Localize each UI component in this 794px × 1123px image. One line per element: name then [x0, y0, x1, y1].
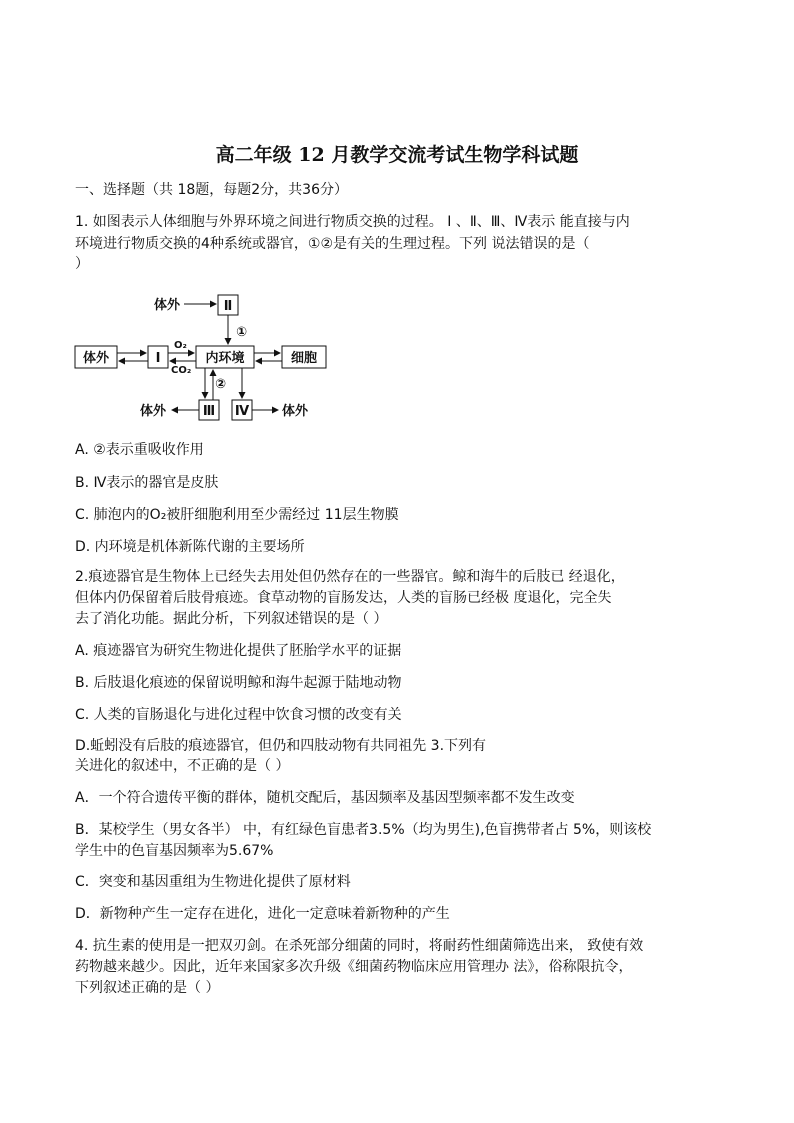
diagram-label-co2: CO₂ [171, 365, 192, 376]
q1-stem-line: ） [75, 256, 89, 272]
q1-stem-line: 1. 如图表示人体细胞与外界环境之间进行物质交换的过程。 Ⅰ 、Ⅱ、Ⅲ、Ⅳ表示 能直接与内 [75, 214, 630, 230]
diagram-label-iv: Ⅳ [234, 404, 250, 419]
q3-option-a: A．一个符合遗传平衡的群体，随机交配后，基因频率及基因型频率都不发生改变 [75, 790, 575, 806]
diagram-label-ii: Ⅱ [223, 299, 233, 314]
q2-option-b: B. 后肢退化痕迹的保留说明鲸和海牛起源于陆地动物 [75, 675, 402, 691]
q2-option-a: A. 痕迹器官为研究生物进化提供了胚胎学水平的证据 [75, 643, 402, 659]
q1-option-d: D. 内环境是机体新陈代谢的主要场所 [75, 539, 305, 555]
diagram-label-o2: O₂ [174, 340, 187, 351]
q2-stem-line: 2.痕迹器官是生物体上已经失去用处但仍然存在的一些器官。鲸和海牛的后肢已 经退化， [75, 569, 625, 585]
diagram-label-cell: 细胞 [290, 351, 318, 366]
q1-stem-line: 环境进行物质交换的4种系统或器官，①②是有关的生理过程。下列 说法错误的是（ [75, 236, 590, 252]
q1-option-a: A. ②表示重吸收作用 [75, 442, 204, 458]
q2-stem-line: 去了消化功能。据此分析，下列叙述错误的是（ ） [75, 611, 388, 627]
q3-stem-line: 关进化的叙述中，不正确的是（ ） [75, 758, 290, 774]
q2-option-d: D.蚯蚓没有后肢的痕迹器官，但仍和四肢动物有共同祖先 3.下列有 [75, 738, 487, 754]
diagram-label-outside-top: 体外 [154, 298, 181, 313]
diagram-label-outside-bottom-right: 体外 [282, 404, 309, 419]
diagram-label-outside-left: 体外 [82, 351, 110, 366]
diagram-label-iii: Ⅲ [202, 404, 216, 419]
diagram-label-process-1: ① [236, 325, 248, 340]
q1-option-c: C. 肺泡内的O₂被肝细胞利用至少需经过 11层生物膜 [75, 507, 399, 523]
diagram-label-process-2: ② [215, 377, 227, 392]
q1-option-b: B. Ⅳ表示的器官是皮肤 [75, 475, 219, 491]
q2-option-c: C. 人类的盲肠退化与进化过程中饮食习惯的改变有关 [75, 707, 402, 723]
q4-stem-line: 药物越来越少。因此，近年来国家多次升级《细菌药物临床应用管理办 法》，俗称限抗令， [75, 959, 633, 975]
section-header: 一、选择题（共 18题，每题2分，共36分） [75, 182, 348, 198]
q3-option-d: D．新物种产生一定存在进化，进化一定意味着新物种的产生 [75, 906, 450, 922]
diagram-label-i: Ⅰ [155, 351, 161, 366]
diagram-label-outside-bottom-left: 体外 [140, 404, 167, 419]
q2-stem-line: 但体内仍保留着后肢骨痕迹。食草动物的盲肠发达，人类的盲肠已经极 度退化，完全失 [75, 590, 612, 606]
q4-stem-line: 4. 抗生素的使用是一把双刃剑。在杀死部分细菌的同时，将耐药性细菌筛选出来， 致使有效 [75, 938, 644, 954]
q3-option-b: B．某校学生（男女各半） 中，有红绿色盲患者3.5%（均为男生),色盲携带者占 5%，则该校 [75, 822, 652, 838]
exchange-diagram [72, 290, 332, 425]
diagram-label-internal-env: 内环境 [205, 351, 245, 366]
page-title: 高二年级 12 月教学交流考试生物学科试题 [215, 144, 579, 166]
q4-stem-line: 下列叙述正确的是（ ） [75, 980, 220, 996]
q3-option-c: C．突变和基因重组为生物进化提供了原材料 [75, 874, 351, 890]
q3-option-b: 学生中的色盲基因频率为5.67% [75, 843, 274, 859]
